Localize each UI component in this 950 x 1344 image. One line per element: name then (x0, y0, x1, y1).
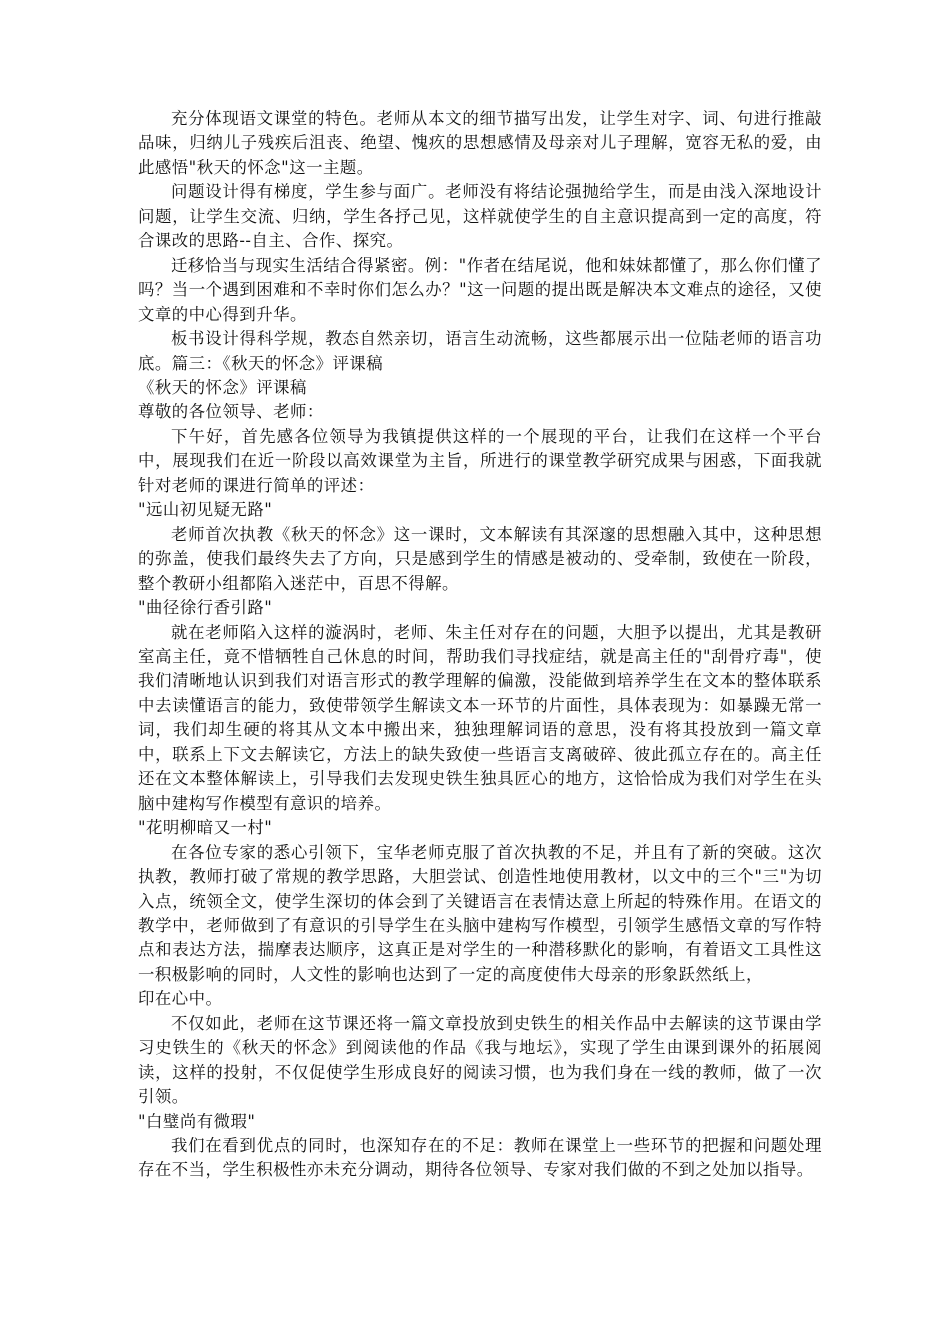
paragraph: 就在老师陷入这样的漩涡时，老师、朱主任对存在的问题，大胆予以提出，尤其是教研室高主任，竟不惜牺牲自己休息的时间，帮助我们寻找症结，就是高主任的"刮骨疗毒"，使我们清晰地认识到我们对语言形式的教学理解的偏激，没能做到培养学生在文本的整体联系中去读懂语言的能力，致使带领学生解读文本一环节的片面性，具体表现为：如暴躁无常一词，我们却生硬的将其从文本中搬出来，独独理解词语的意思，没有将其投放到一篇文章中，联系上下文去解读它，方法上的缺失致使一些语言支离破碎、彼此孤立存在的。高主任还在文本整体解读上，引导我们去发现史铁生独具匠心的地方，这恰恰成为我们对学生在头脑中建构写作模型有意识的培养。 (138, 622, 822, 813)
paragraph: 下午好，首先感各位领导为我镇提供这样的一个展现的平台，让我们在这样一个平台中，展现我们在近一阶段以高效课堂为主旨，所进行的课堂教学研究成果与困惑，下面我就针对老师的课进行简单的评述： (138, 426, 822, 495)
document-page (138, 107, 822, 1183)
paragraph-continuation: 印在心中。 (138, 989, 223, 1009)
paragraph: 老师首次执教《秋天的怀念》这一课时，文本解读有其深邃的思想融入其中，这种思想的弥盖，使我们最终失去了方向，只是感到学生的情感是被动的、受牵制，致使在一阶段，整个教研小组都陷入迷茫中，百思不得解。 (138, 524, 822, 593)
section-heading: "曲径徐行香引路" (138, 598, 273, 618)
section-heading: "白璧尚有微瑕" (138, 1111, 256, 1131)
paragraph: 问题设计得有梯度，学生参与面广。老师没有将结论强抛给学生，而是由浅入深地设计问题，让学生交流、归纳，学生各抒己见，这样就使学生的自主意识提高到一定的高度，符合课改的思路--自主、合作、探究。 (138, 182, 822, 251)
document-title: 《秋天的怀念》评课稿 (138, 377, 307, 397)
paragraph: 迁移恰当与现实生活结合得紧密。例："作者在结尾说，他和妹妹都懂了，那么你们懂了吗？当一个遇到困难和不幸时你们怎么办？"这一问题的提出既是解决本文难点的途径，又使文章的中心得到升华。 (138, 255, 822, 324)
paragraph: 充分体现语文课堂的特色。老师从本文的细节描写出发，让学生对字、词、句进行推敲品味，归纳儿子残疾后沮丧、绝望、愧疚的思想感情及母亲对儿子理解，宽容无私的爱，由此感悟"秋天的怀念"这一主题。 (138, 109, 822, 177)
section-heading: "花明柳暗又一村" (138, 818, 273, 838)
paragraph: 在各位专家的悉心引领下，宝华老师克服了首次执教的不足，并且有了新的突破。这次执教，教师打破了常规的教学思路，大胆尝试、创造性地使用教材，以文中的三个"三"为切入点，统领全文，使学生深切的体会到了关键语言在表情达意上所起的特殊作用。在语文的教学中，老师做到了有意识的引导学生在头脑中建构写作模型，引领学生感悟文章的写作特点和表达方法，揣摩表达顺序，这真正是对学生的一种潜移默化的影响，有着语文工具性这一积极影响的同时，人文性的影响也达到了一定的高度使伟大母亲的形象跃然纸上， (138, 842, 822, 984)
paragraph: 不仅如此，老师在这节课还将一篇文章投放到史铁生的相关作品中去解读的这节课由学习史铁生的《秋天的怀念》到阅读他的作品《我与地坛》，实现了学生由课到课外的拓展阅读，这样的投射，不仅促使学生形成良好的阅读习惯，也为我们身在一线的教师，做了一次引领。 (138, 1013, 822, 1107)
paragraph: 我们在看到优点的同时，也深知存在的不足：教师在课堂上一些环节的把握和问题处理存在不当，学生积极性亦未充分调动，期待各位领导、专家对我们做的不到之处加以指导。 (138, 1136, 822, 1180)
paragraph: 板书设计得科学规，教态自然亲切，语言生动流畅，这些都展示出一位陆老师的语言功底。篇三：《秋天的怀念》评课稿 (138, 329, 822, 373)
salutation: 尊敬的各位领导、老师： (138, 402, 324, 422)
section-heading: "远山初见疑无路" (138, 500, 273, 520)
